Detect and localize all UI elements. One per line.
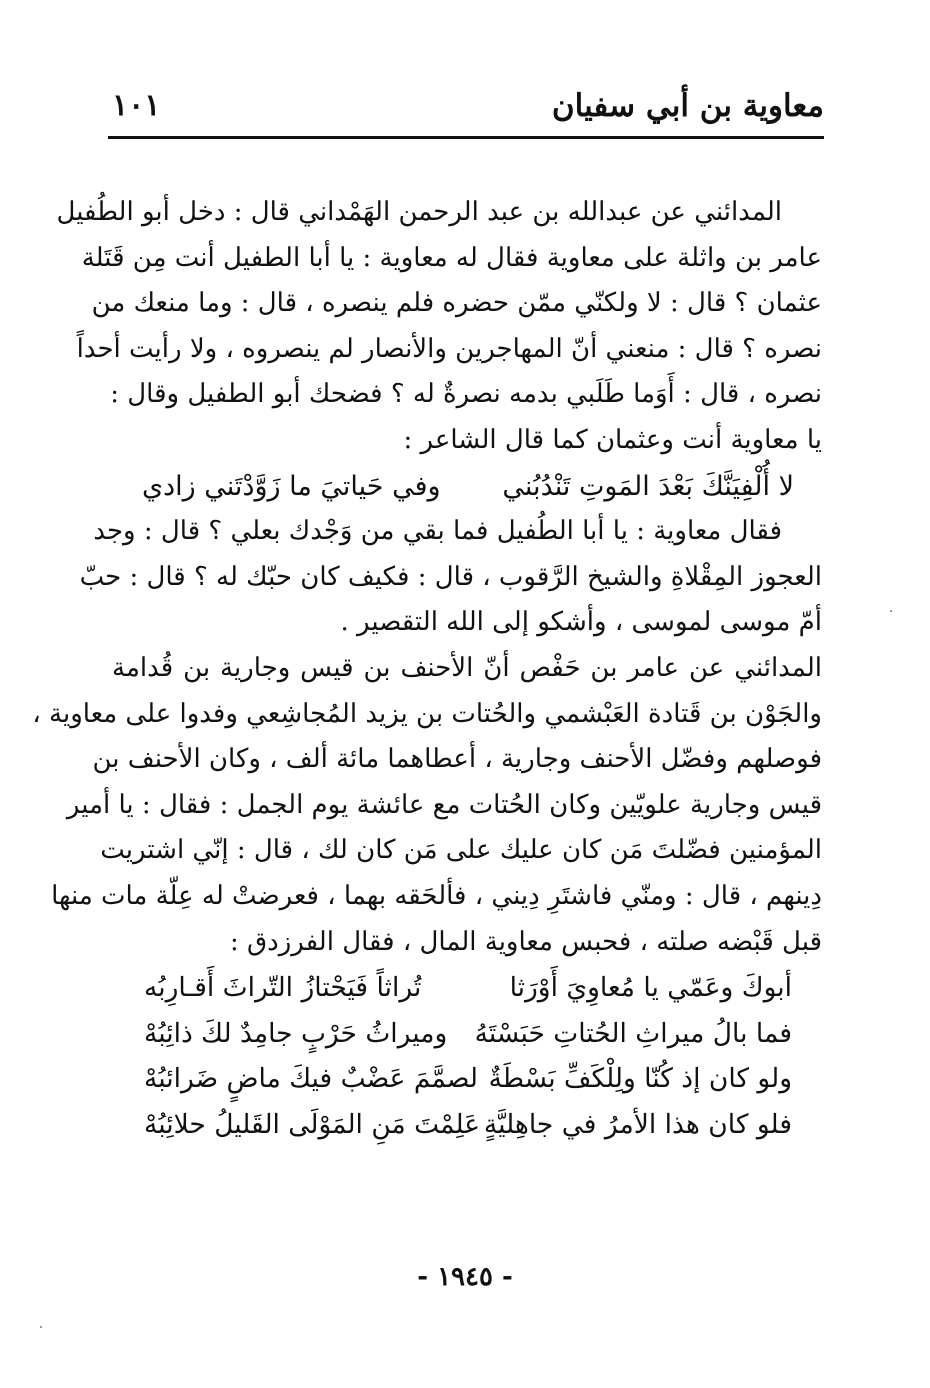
footer-page-number: - ١٩٤٥ - xyxy=(417,1262,513,1292)
verse-second-half: عَلِمْتَ مَنِ المَوْلَى القَليلُ حلائِبُهْ xyxy=(144,1108,481,1140)
poem-verse xyxy=(112,1102,822,1148)
text-line: عثمان ؟ قال : لا ولكنّي ممّن حضره فلم ينصره ، قال : وما منعك من xyxy=(91,288,822,319)
text-line: المدائني عن عامر بن حَفْص أنّ الأحنف بن قيس وجارية بن قُدامة xyxy=(112,652,822,683)
paragraph xyxy=(32,646,822,965)
verse-second-half: وفي حَياتيَ ما زَوَّدْتَني زادي xyxy=(142,470,441,502)
text-line: يا معاوية أنت وعثمان كما قال الشاعر : xyxy=(403,424,822,455)
text-line: قبل قَبْضه صلته ، فحبس معاوية المال ، فقال الفرزدق : xyxy=(229,926,822,957)
verse-second-half: تُراثاً فَيَحْتازُ التّراثَ أَقـارِبُه xyxy=(144,972,422,1004)
verse-first-half: فلو كان هذا الأمرُ في جاهِليَّةٍ xyxy=(483,1108,792,1140)
text-line: عامر بن واثلة على معاوية فقال له معاوية : يا أبا الطفيل أنت مِن قَتَلة xyxy=(81,242,822,273)
verse-first-half: لا أُلْفِيَنَّكَ بَعْدَ المَوتِ تَنْدُبُني xyxy=(502,470,794,502)
paragraph xyxy=(56,190,822,464)
verse-first-half: ولو كان إذ كُنّا ولِلْكَفِّ بَسْطَةٌ xyxy=(488,1063,792,1095)
text-line: قيس وجارية علويّين وكان الحُتات مع عائشة يوم الجمل : فقال : يا أمير xyxy=(66,789,822,820)
verse-second-half: وميراثُ حَرْبٍ جامِدٌ لكَ ذائِبُهْ xyxy=(144,1017,448,1049)
paragraph xyxy=(79,509,822,646)
text-line: فقال معاوية : يا أبا الطُفيل فما بقي من وَجْدك بعلي ؟ قال : وجد xyxy=(93,516,782,547)
poem-verse xyxy=(112,1011,822,1057)
verse-line xyxy=(112,464,822,510)
poem-verse xyxy=(112,1056,822,1102)
running-header-title: معاوية بن أبي سفيان xyxy=(551,88,824,124)
text-line: العجوز المِقْلاةِ والشيخ الرَّقوب ، قال : فكيف كان حبّك له ؟ قال : حبّ xyxy=(79,561,822,592)
text-line: دِينهم ، قال : ومنّي فاشتَرِ دِيني ، فألحَقه بهما ، فعرضتْ له عِلّة مات منها xyxy=(51,880,822,911)
text-line: أمّ موسى لموسى ، وأشكو إلى الله التقصير . xyxy=(340,607,822,638)
text-line: فوصلهم وفضّل الأحنف وجارية ، أعطاهما مائة ألف ، وكان الأحنف بن xyxy=(92,744,822,775)
poem-verse xyxy=(112,965,822,1011)
scan-speck xyxy=(40,1326,42,1328)
scan-speck xyxy=(890,610,892,612)
header-rule xyxy=(108,136,824,139)
body-text xyxy=(32,190,822,1147)
text-line: نصره ؟ قال : منعني أنّ المهاجرين والأنصار لم ينصروه ، ولا رأيت أحداً xyxy=(76,333,822,364)
verse-first-half: أبوكَ وعَمّي يا مُعاوِيَ أَوْرَثا xyxy=(509,972,792,1004)
text-line: والجَوْن بن قَتادة العَبْشمي والحُتات بن يزيد المُجاشِعي وفدوا على معاوية ، xyxy=(32,698,822,729)
running-header-page-number: ١٠١ xyxy=(112,88,161,123)
text-line: المؤمنين فضّلتَ مَن كان عليك على مَن كان لك ، قال : إنّي اشتريت xyxy=(100,835,822,866)
verse-second-half: لصمَّمَ عَضْبٌ فيكَ ماضٍ ضَرائبُهْ xyxy=(144,1063,478,1095)
running-header xyxy=(112,84,824,132)
poem xyxy=(112,965,822,1147)
verse-first-half: فما بالُ ميراثِ الحُتاتِ حَبَسْتَهُ xyxy=(474,1017,792,1049)
text-line: نصره ، قال : أَوَما طَلَبي بدمه نصرةٌ له ؟ فضحك أبو الطفيل وقال : xyxy=(110,379,822,410)
text-line: المدائني عن عبدالله بن عبد الرحمن الهَمْداني قال : دخل أبو الطُفيل xyxy=(56,197,782,227)
